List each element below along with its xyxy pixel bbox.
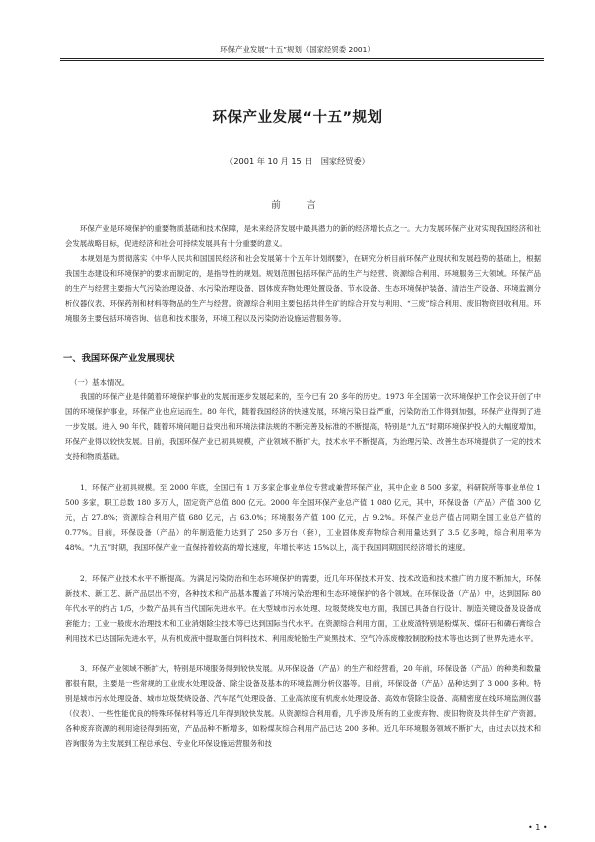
header-divider-thin [60, 60, 544, 61]
paragraph-text: 1．环保产业初具规模。至 2000 年底，全国已有 1 万多家企事业单位专营或兼营环保产业，其中企业 8 500 多家，科研院所等事业单位 1 500 多家，职工总数 180 多万人，固定资产总值 800 亿元。2000 年全国环保产业总产值 1 080 亿元，其中，环保设备（产品）产值 300 亿元，占 27.8%；资源综合利用产值 680 亿元，占 63.0%；环境服务产值 100 亿元，占 9.2%。环保产业总产值占同期全国工业总产值的 0.77%。目前，环保设备（产品）的年制造能力达到了 250 多万台（套），工业固体废弃物综合利用量达到了 3.5 亿多吨，综合利用率为 48%。“九五”时期，我国环保产业一直保持着较高的增长速度，年增长率达 15%以上，高于我国同期国民经济增长的速度。 [65, 483, 541, 553]
preface-paragraph [65, 221, 541, 251]
paragraph-text: 我国的环保产业是伴随着环境保护事业的发展而逐步发展起来的，至今已有 20 多年的历史。1973 年全国第一次环境保护工作会议开创了中国的环境保护事业，环保产业也应运而生。80 年代，随着我国经济的快速发展，环境污染日益严重，污染防治工作得到加强，环保产业得到了进一步发展。进入 90 年代，随着环境问题日益突出和环境法律法规的不断完善及标准的不断提高，特别是“九五”时期环境保护投入的大幅度增加，环保产业得以较快发展。目前，我国环保产业已初具规模，产业领域不断扩大，技术水平不断提高，为治理污染、改善生态环境提供了一定的技术支持和物质基础。 [65, 392, 541, 462]
body-paragraph [65, 389, 541, 464]
paragraph-text: 2．环保产业技术水平不断提高。为满足污染防治和生态环境保护的需要，近几年环保技术开发、技术改造和技术推广的力度不断加大，环保新技术、新工艺、新产品层出不穷，各种技术和产品基本覆盖了环境污染治理和生态环境保护的各个领域。在环保设备（产品）中，达到国际 80 年代水平的约占 1/5，少数产品具有当代国际先进水平。在大型城市污水处理、垃圾焚烧发电方面，我国已具备自行设计、制造关键设备及设备成套能力；工业一般废水治理技术和工业消烟除尘技术等已达到国际当代水平。在资源综合利用方面，工业废渣特别是粉煤灰、煤矸石和磷石膏综合利用技术已达国际先进水平，从有机废液中提取蛋白饲料技术、利用废轮胎生产炭黑技术、空气冷冻废橡胶制胶粉技术等也达到了世界先进水平。 [65, 574, 541, 644]
body-paragraph [65, 661, 541, 752]
paragraph-text: 3．环保产业领域不断扩大，特别是环境服务得到较快发展。从环保设备（产品）的生产和经营看，20 年前，环保设备（产品）的种类和数量都很有限，主要是一些常规的工业废水处理设备、除尘设备及基本的环境监测分析仪器等。目前，环保设备（产品）品种达到了 3 000 多种。特别是城市污水处理设备、城市垃圾焚烧设备、汽车尾气处理设备、工业高浓度有机废水处理设备、高效布袋除尘设备、高精密度在线环境监测仪器（仪表）、一些性能优良的特殊环保材料等近几年得到较快发展。从资源综合利用看，几乎涉及所有的工业废弃物、废旧物资及共伴生矿产资源。各种废弃资源的利用途径得到拓宽，产品品种不断增多，如粉煤灰综合利用产品已达 200 多种。近几年环境服务领域不断扩大，由过去以技术和咨询服务为主发展到工程总承包、专业化环保设施运营服务和技 [65, 664, 541, 749]
subsection-heading: （一）基本情况。 [70, 378, 130, 387]
page-number: • 1 • [528, 823, 548, 832]
header-divider [60, 58, 544, 59]
preface-paragraph [65, 251, 541, 326]
page-title: 环保产业发展“十五”规划 [212, 110, 383, 126]
body-paragraph [65, 480, 541, 555]
preface-heading: 前 言 [271, 200, 324, 211]
paragraph-text: 本规划是为贯彻落实《中华人民共和国国民经济和社会发展第十个五年计划纲要》，在研究分析目前环保产业现状和发展趋势的基础上，根据我国生态建设和环境保护的要求而制定的，是指导性的规划。规划范围包括环保产品的生产与经营、资源综合利用、环境服务三大领域。环保产品的生产与经营主要指大气污染治理设备、水污染治理设备、固体废弃物处理处置设备、节水设备、生态环境保护装备、清洁生产设备、环境监测分析仪器仪表、环保药剂和材料等物品的生产与经营。资源综合利用主要包括共伴生矿的综合开发与利用、“三废”综合利用、废旧物资回收利用。环境服务主要包括环境咨询、信息和技术服务，环境工程以及污染防治设施运营服务等。 [65, 254, 541, 324]
body-paragraph [65, 571, 541, 646]
running-header: 环保产业发展“十五”规划（国家经贸委 2001） [220, 45, 375, 54]
page-subtitle: （2001 年 10 月 15 日 国家经贸委） [225, 156, 370, 166]
section-heading: 一、我国环保产业发展现状 [63, 353, 175, 364]
paragraph-text: 环保产业是环境保护的重要物质基础和技术保障，是未来经济发展中最具潜力的新的经济增长点之一。大力发展环保产业对实现我国经济和社会发展战略目标，促进经济和社会可持续发展具有十分重要的意义。 [65, 224, 541, 249]
